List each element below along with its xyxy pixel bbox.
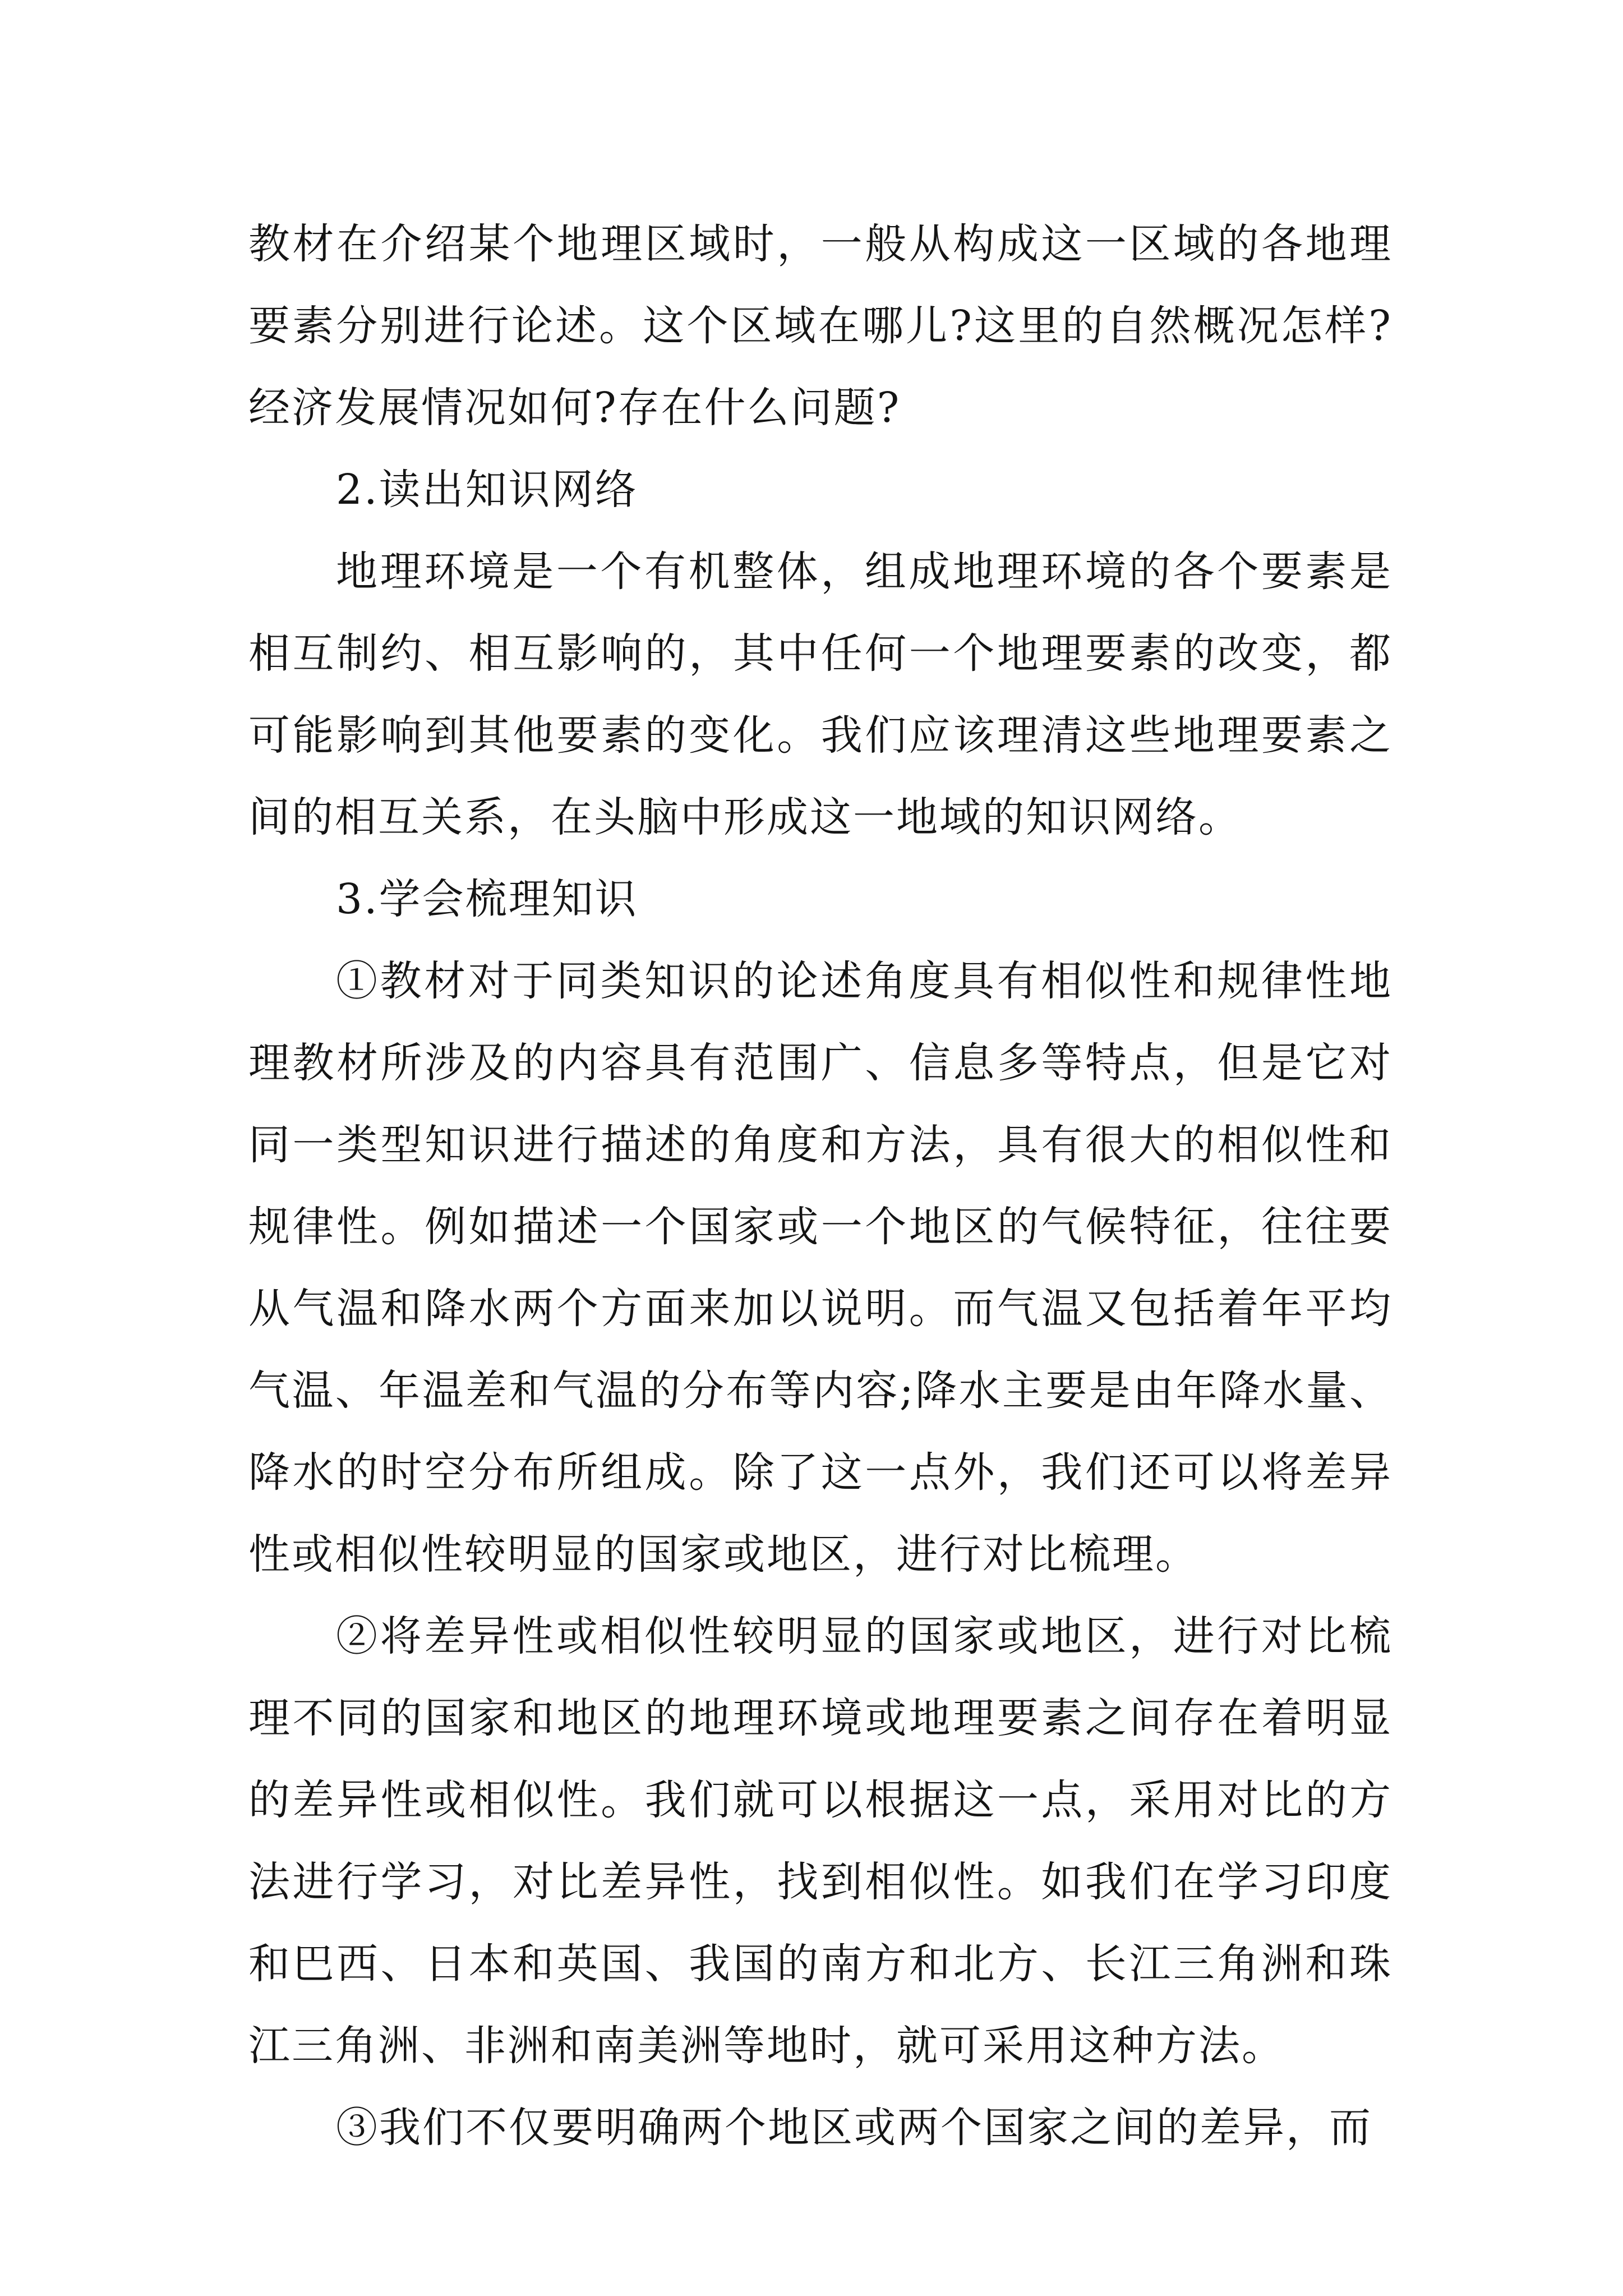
heading-organize-knowledge: 3.学会梳理知识 — [336, 875, 638, 923]
paragraph-point-1: ①教材对于同类知识的论述角度具有相似性和规律性地理教材所涉及的内容具有范围广、信息多等特点，但是它对同一类型知识进行描述的角度和方法，具有很大的相似性和规律性。例如描述一个国家或一个地区的气候特征，往往要从气温和降水两个方面来加以说明。而气温又包括着年平均气温、年温差和气温的分布等内容;降水主要是由年降水量、降水的时空分布所组成。除了这一点外，我们还可以将差异性或相似性较明显的国家或地区，进行对比梳理。 — [248, 957, 1393, 1579]
paragraph-knowledge-network: 地理环境是一个有机整体，组成地理环境的各个要素是相互制约、相互影响的，其中任何一个地理要素的改变，都可能影响到其他要素的变化。我们应该理清这些地理要素之间的相互关系，在头脑中形成这一地域的知识网络。 — [248, 547, 1393, 841]
paragraph-point-3: ③我们不仅要明确两个地区或两个国家之间的差异，而 — [336, 2104, 1372, 2152]
heading-knowledge-network: 2.读出知识网络 — [336, 466, 638, 514]
document-body — [248, 203, 1393, 2169]
paragraph-point-2: ②将差异性或相似性较明显的国家或地区，进行对比梳理不同的国家和地区的地理环境或地理要素之间存在着明显的差异性或相似性。我们就可以根据这一点，采用对比的方法进行学习，对比差异性，找到相似性。如我们在学习印度和巴西、日本和英国、我国的南方和北方、长江三角洲和珠江三角洲、非洲和南美洲等地时，就可采用这种方法。 — [248, 1612, 1393, 2070]
paragraph-region-elements: 教材在介绍某个地理区域时，一般从构成这一区域的各地理要素分别进行论述。这个区域在哪儿?这里的自然概况怎样?经济发展情况如何?存在什么问题? — [248, 220, 1393, 432]
